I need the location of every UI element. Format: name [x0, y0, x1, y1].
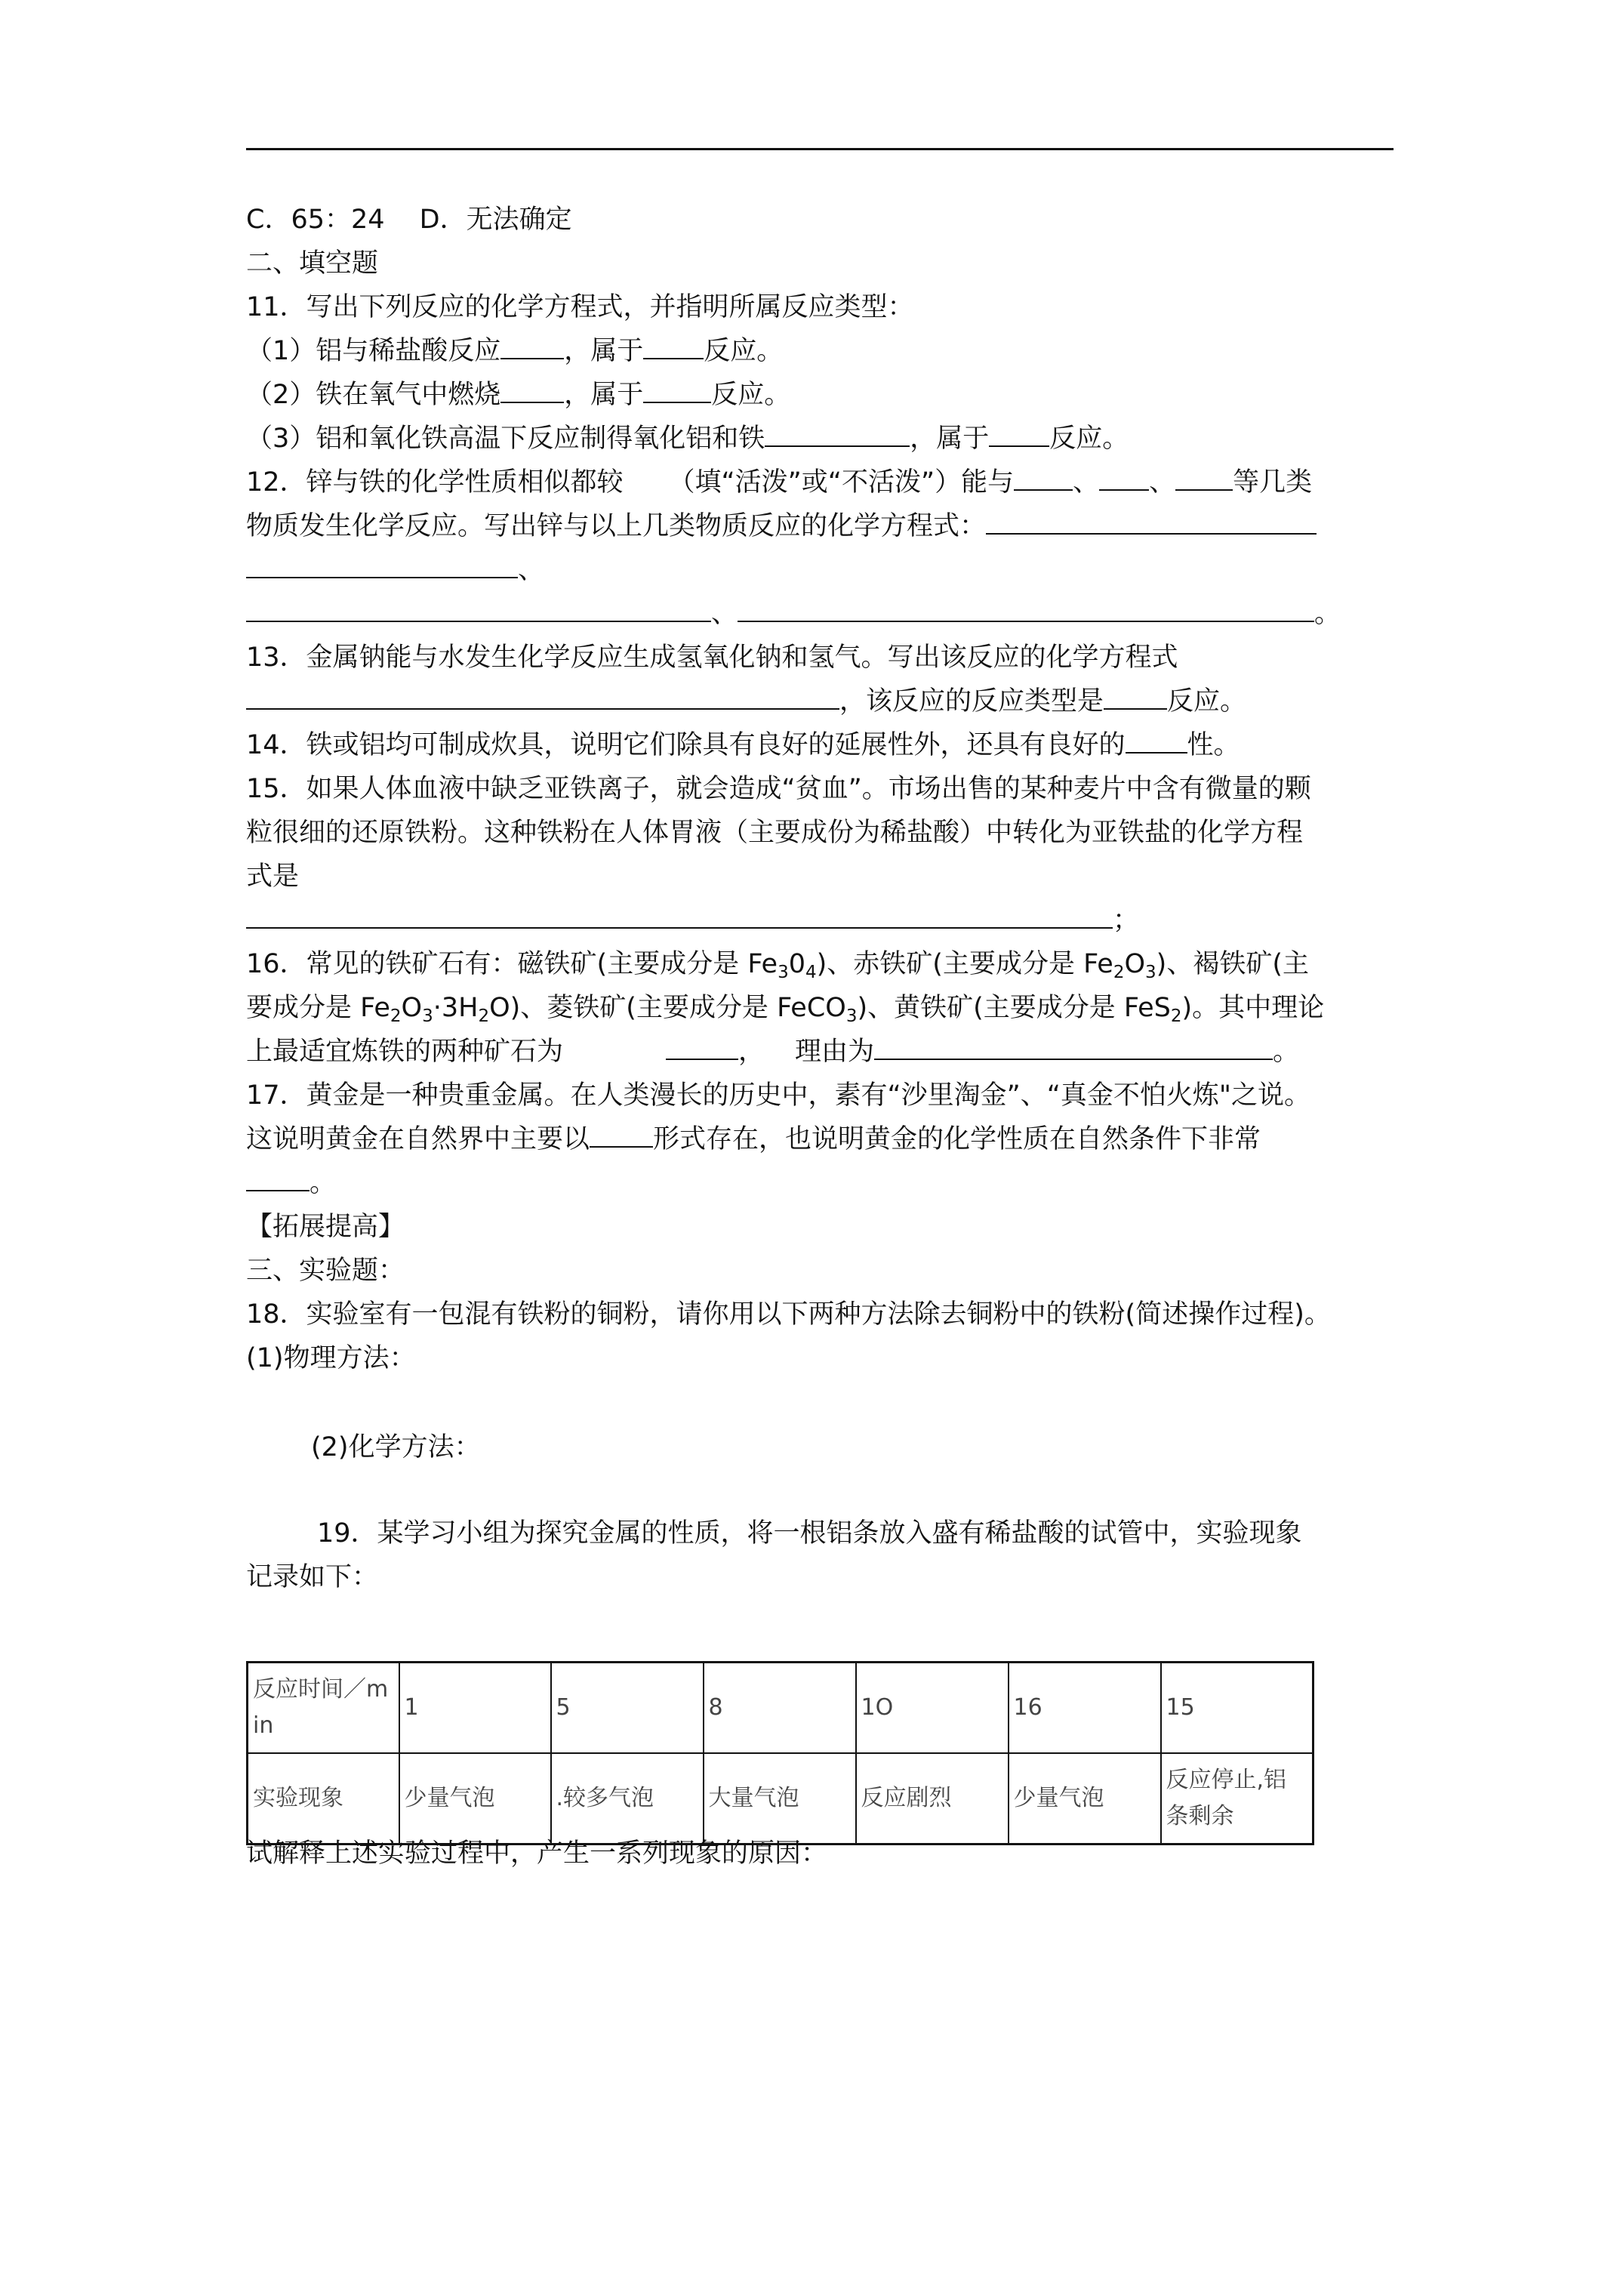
text-run: ·3H	[433, 993, 479, 1023]
line-25	[246, 1293, 1331, 1336]
text-run: 、	[1073, 467, 1100, 498]
answer-blank	[738, 593, 1314, 622]
answer-blank	[874, 1031, 1273, 1060]
subscript: 3	[1145, 963, 1156, 982]
text-run: 性。	[1187, 730, 1240, 760]
text-run: )。其中理论	[1181, 993, 1325, 1023]
text-run: 要成分是 Fe	[246, 993, 390, 1023]
answer-blank	[1126, 725, 1187, 754]
text-run: 试解释上述实验过程中，产生一系列现象的原因：	[246, 1838, 828, 1869]
text-run: C．65：24 D．无法确定	[246, 205, 572, 235]
text-run: 这说明黄金在自然界中主要以	[246, 1124, 590, 1154]
table-cell: 少量气泡	[399, 1753, 551, 1845]
line-28	[317, 1512, 1302, 1555]
answer-blank	[1175, 462, 1233, 491]
text-run: 反应。	[711, 380, 791, 410]
line-7	[246, 504, 1317, 548]
line-27	[311, 1425, 481, 1469]
text-run: 11．写出下列反应的化学方程式，并指明所属反应类型：	[246, 292, 914, 322]
line-11	[246, 680, 1246, 723]
subscript: 3	[422, 1006, 433, 1026]
text-run: 16．常见的铁矿石有：磁铁矿(主要成分是 Fe	[246, 949, 778, 979]
answer-blank	[666, 1031, 738, 1060]
subscript: 3	[778, 963, 789, 982]
subscript: 2	[390, 1006, 402, 1026]
line-9	[246, 592, 1341, 636]
line-12	[246, 723, 1240, 767]
table-cell: 反应停止,铝条剩余	[1161, 1753, 1313, 1845]
line-15	[246, 855, 299, 898]
line-24	[246, 1249, 405, 1293]
table-row-time	[248, 1663, 1313, 1754]
line-2	[246, 285, 914, 329]
table-cell: 8	[704, 1663, 856, 1754]
text-run: 反应。	[1167, 686, 1247, 717]
text-run: 。	[1273, 1037, 1300, 1067]
line-13	[246, 767, 1311, 811]
text-run: 三、实验题：	[246, 1256, 405, 1286]
answer-blank	[1104, 681, 1167, 710]
answer-blank	[986, 506, 1317, 535]
answer-blank	[1099, 462, 1149, 491]
line-4	[246, 373, 790, 417]
table-cell: .较多气泡	[551, 1753, 704, 1845]
answer-blank	[500, 374, 564, 403]
subscript: 2	[1113, 963, 1125, 982]
answer-blank	[1014, 462, 1073, 491]
text-run: （2）铁在氧气中燃烧	[246, 380, 501, 410]
text-run: 形式存在，也说明黄金的化学性质在自然条件下非常	[653, 1124, 1261, 1154]
subscript: 2	[478, 1006, 490, 1026]
text-run: 12．锌与铁的化学性质相似都较	[246, 467, 624, 498]
text-run: 理由为	[795, 1037, 875, 1067]
text-run: (1)物理方法：	[246, 1343, 416, 1373]
subscript: 4	[805, 963, 817, 982]
text-run: ，属于	[564, 380, 644, 410]
line-5	[246, 417, 1129, 461]
answer-blank	[246, 593, 711, 622]
line-0	[246, 198, 572, 242]
text-run: 。	[310, 1168, 337, 1198]
text-run: 上最适宜炼铁的两种矿石为	[246, 1037, 564, 1067]
text-run: 0	[788, 949, 805, 979]
text-run: （1）铝与稀盐酸反应	[246, 336, 501, 366]
text-run: 13．金属钠能与水发生化学反应生成氢氧化钠和氢气。写出该反应的化学方程式	[246, 643, 1178, 673]
line-6	[246, 461, 1312, 504]
line-18	[246, 986, 1324, 1030]
text-run: 。	[1314, 599, 1341, 629]
text-run: （3）铝和氧化铁高温下反应制得氧化铝和铁	[246, 424, 765, 454]
text-run: ；	[1113, 905, 1140, 935]
reaction-table	[246, 1661, 1314, 1845]
answer-blank	[500, 331, 564, 359]
text-run: 、	[518, 555, 545, 585]
answer-blank	[765, 418, 910, 447]
table-row-phenomenon	[248, 1753, 1313, 1845]
subscript: 3	[845, 1006, 858, 1026]
table-cell: 5	[551, 1663, 704, 1754]
text-run: 等几类	[1233, 467, 1313, 498]
text-run: )、赤铁矿(主要成分是 Fe	[816, 949, 1113, 979]
line-10	[246, 636, 1178, 680]
text-run: O	[401, 993, 423, 1023]
text-run: )、黄铁矿(主要成分是 FeS	[857, 993, 1171, 1023]
line-23	[246, 1205, 405, 1249]
line-8	[246, 548, 544, 592]
text-run: O)、菱铁矿(主要成分是 FeCO	[489, 993, 846, 1023]
answer-blank	[643, 374, 711, 403]
text-run: 14．铁或铝均可制成炊具，说明它们除具有良好的延展性外，还具有良好的	[246, 730, 1126, 760]
table-cell: 1	[399, 1663, 551, 1754]
table-cell: 反应时间／min	[248, 1663, 399, 1754]
line-14	[246, 811, 1303, 855]
line-22	[246, 1161, 336, 1205]
table-cell: 16	[1009, 1663, 1161, 1754]
text-run: 粒很细的还原铁粉。这种铁粉在人体胃液（主要成份为稀盐酸）中转化为亚铁盐的化学方程	[246, 818, 1304, 848]
line-20	[246, 1074, 1310, 1117]
table-cell: 1O	[856, 1663, 1009, 1754]
text-run: )、褐铁矿(主	[1156, 949, 1309, 979]
line-29	[246, 1555, 378, 1599]
answer-blank	[643, 331, 704, 359]
answer-blank	[989, 418, 1049, 447]
line-3	[246, 329, 783, 373]
text-run: O	[1124, 949, 1146, 979]
subscript: 2	[1170, 1006, 1182, 1026]
table-cell: 15	[1161, 1663, 1313, 1754]
text-run: 式是	[246, 861, 300, 892]
text-run: 15．如果人体血液中缺乏亚铁离子，就会造成“贫血”。市场出售的某种麦片中含有微量的颗	[246, 774, 1311, 804]
text-run: ，该反应的反应类型是	[839, 686, 1104, 717]
text-run: 【拓展提高】	[246, 1212, 405, 1242]
line-26	[246, 1336, 416, 1380]
line-19	[246, 1030, 1299, 1074]
text-run: 物质发生化学反应。写出锌与以上几类物质反应的化学方程式：	[246, 511, 987, 541]
text-run: ，属于	[910, 424, 990, 454]
line-17	[246, 942, 1309, 986]
line-16	[246, 898, 1139, 942]
line-1	[246, 242, 378, 285]
table-cell: 实验现象	[248, 1753, 399, 1845]
answer-blank	[246, 681, 839, 710]
answer-blank	[246, 1163, 310, 1191]
text-run: 17．黄金是一种贵重金属。在人类漫长的历史中，素有“沙里淘金”、“真金不怕火炼"之说。	[246, 1080, 1311, 1111]
text-run: 19．某学习小组为探究金属的性质，将一根铝条放入盛有稀盐酸的试管中，实验现象	[317, 1518, 1302, 1549]
text-run: 反应。	[1049, 424, 1129, 454]
text-run: （填“活泼”或“不活泼”）能与	[668, 467, 1015, 498]
text-run: ，属于	[564, 336, 644, 366]
line-30	[246, 1832, 827, 1875]
table-cell: 大量气泡	[704, 1753, 856, 1845]
text-run: ，	[738, 1037, 765, 1067]
table-cell: 少量气泡	[1009, 1753, 1161, 1845]
answer-blank	[246, 550, 518, 578]
text-run: 反应。	[704, 336, 784, 366]
text-run: 二、填空题	[246, 248, 379, 279]
answer-blank	[590, 1119, 653, 1148]
header-rule	[246, 148, 1394, 150]
text-run: 记录如下：	[246, 1562, 379, 1592]
text-run: 、	[711, 599, 738, 629]
table-cell: 反应剧烈	[856, 1753, 1009, 1845]
text-run: (2)化学方法：	[311, 1432, 481, 1462]
text-run: 18．实验室有一包混有铁粉的铜粉，请你用以下两种方法除去铜粉中的铁粉(简述操作过程)。	[246, 1299, 1331, 1330]
answer-blank	[246, 900, 1113, 929]
text-run: 、	[1149, 467, 1176, 498]
line-21	[246, 1117, 1261, 1161]
